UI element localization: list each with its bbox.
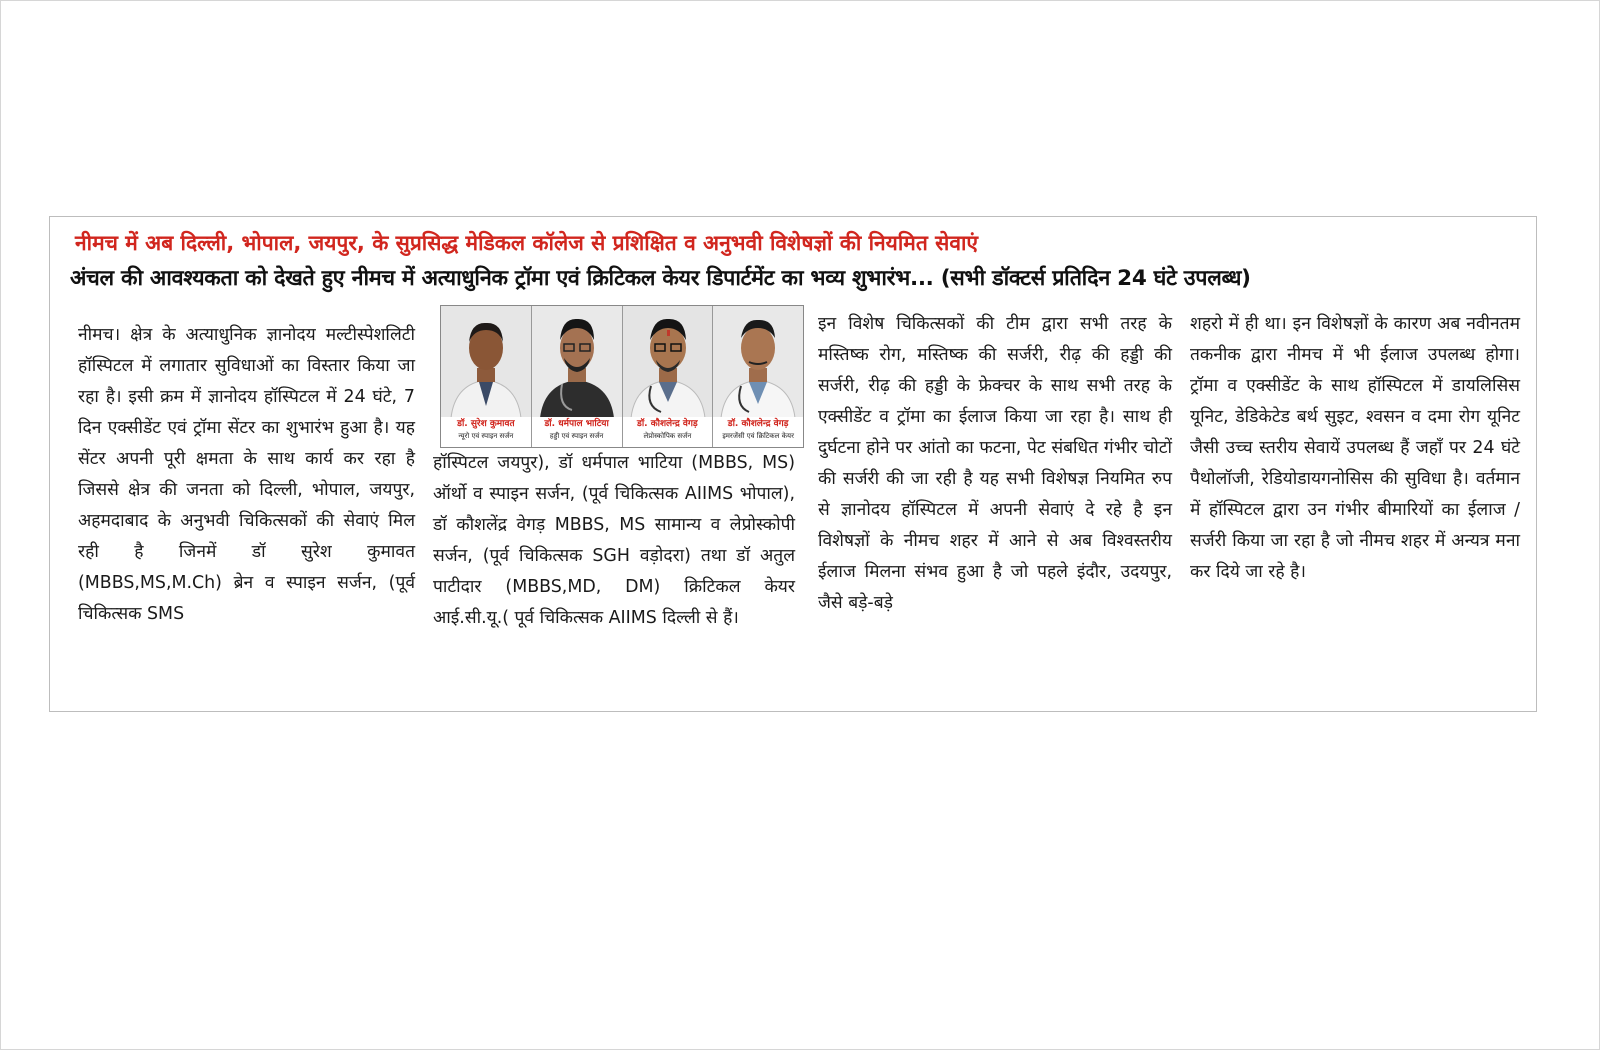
article-column-2	[433, 448, 795, 634]
doctor-photo-4	[713, 306, 803, 447]
article-column-1	[78, 320, 415, 630]
article-column-3	[818, 309, 1172, 619]
doctor-photo-1	[441, 306, 532, 447]
doctor-role: हड्डी एवं स्पाइन सर्जन	[549, 432, 604, 440]
column-4-text: शहरो में ही था। इन विशेषज्ञों के कारण अब नवीनतम तकनीक द्वारा नीमच में भी ईलाज उपलब्ध होगा। ट्रॉमा व एक्सीडेंट के साथ हॉस्पिटल में डायलिसिस यूनिट, डेडिकेटेड बर्थ सुइट, श्वसन व दमा रोग यूनिट जैसी उच्च स्तरीय सेवायें उपलब्ध हैं जहाँ पर 24 घंटे पैथोलॉजी, रेडियोडायगनोसिस की सुविधा है। वर्तमान में हॉस्पिटल द्वारा उन गंभीर बीमारियों का ईलाज / सर्जरी किया जा रहा है जो नीमच शहर में अन्यत्र मना कर दिये जा रहे है।	[1190, 314, 1520, 582]
doctor-name: डॉ. कौशलेन्द्र वेगड़	[727, 419, 789, 429]
column-1-text: नीमच। क्षेत्र के अत्याधुनिक ज्ञानोदय मल्टीस्पेशलिटी हॉस्पिटल में लगातार सुविधाओं का विस्तार किया जा रहा है। इसी क्रम में ज्ञानोदय हॉस्पिटल में 24 घंटे, 7 दिन एक्सीडेंट एवं ट्रॉमा सेंटर का शुभारंभ हुआ है। यह सेंटर अपनी पूरी क्षमता के साथ कार्य कर रहा है जिससे क्षेत्र की जनता को दिल्ली, भोपाल, जयपुर, अहमदाबाद के अनुभवी चिकित्सकों की सेवाएं मिल रही है जिनमें डॉ सुरेश कुमावत (MBBS,MS,M.Ch) ब्रेन व स्पाइन सर्जन, (पूर्व चिकित्सक SMS	[78, 325, 415, 624]
news-article	[49, 216, 1537, 712]
doctor-name: डॉ. कौशलेन्द्र वेगड़	[637, 419, 698, 429]
doctor-name: डॉ. धर्मपाल भाटिया	[544, 419, 609, 429]
article-column-4	[1190, 309, 1520, 588]
doctor-photo-strip	[440, 305, 804, 448]
headline-main: अंचल की आवश्यकता को देखते हुए नीमच में अत्याधुनिक ट्रॉमा एवं क्रिटिकल केयर डिपार्टमेंट का भव्य शुभारंभ... (सभी डॉक्टर्स प्रतिदिन 24 घंटे उपलब्ध)	[70, 266, 1251, 291]
doctor-photo-3	[623, 306, 714, 447]
doctor-role: न्यूरो एवं स्पाइन सर्जन	[458, 432, 514, 440]
column-3-text: इन विशेष चिकित्सकों की टीम द्वारा सभी तरह के मस्तिष्क रोग, मस्तिष्क की सर्जरी, रीढ़ की हड्डी की सर्जरी, रीढ़ की हड्डी के फ्रेक्चर के साथ सभी तरह के एक्सीडेंट व ट्रॉमा का ईलाज किया जा रहा है। साथ ही दुर्घटना होने पर आंतो का फटना, पेट संबधित गंभीर चोटों की सर्जरी की जा रही है यह सभी विशेषज्ञ नियमित रुप से ज्ञानोदय हॉस्पिटल में अपनी सेवाएं दे रहे है इन विशेषज्ञों के नीमच शहर में आने से अब विश्वस्तरीय ईलाज मिलना संभव हुआ है जो पहले इंदौर, उदयपुर, जैसे बड़े-बड़े	[818, 314, 1172, 613]
doctor-portrait-3	[623, 306, 713, 418]
doctor-role: इमरजेंसी एवं क्रिटिकल केयर	[722, 432, 794, 440]
doctor-name: डॉ. सुरेश कुमावत	[457, 419, 515, 429]
doctor-portrait-4	[713, 306, 803, 418]
doctor-photo-2	[532, 306, 623, 447]
column-2-text: हॉस्पिटल जयपुर), डॉ धर्मपाल भाटिया (MBBS, MS) ऑर्थो व स्पाइन सर्जन, (पूर्व चिकित्सक AIIMS भोपाल), डॉ कौशलेंद्र वेगड़ MBBS, MS सामान्य व लेप्रोस्कोपी सर्जन, (पूर्व चिकित्सक SGH वड़ोदरा) तथा डॉ अतुल पाटीदार (MBBS,MD, DM) क्रिटिकल केयर आई.सी.यू.( पूर्व चिकित्सक AIIMS दिल्ली से हैं।	[433, 453, 795, 628]
doctor-portrait-2	[532, 306, 622, 418]
headline-red: नीमच में अब दिल्ली, भोपाल, जयपुर, के सुप्रसिद्ध मेडिकल कॉलेज से प्रशिक्षित व अनुभवी विशेषज्ञों की नियमित सेवाएं	[75, 231, 979, 255]
doctor-role: लेप्रोस्कोपिक सर्जन	[643, 432, 692, 440]
doctor-portrait-1	[441, 306, 531, 418]
